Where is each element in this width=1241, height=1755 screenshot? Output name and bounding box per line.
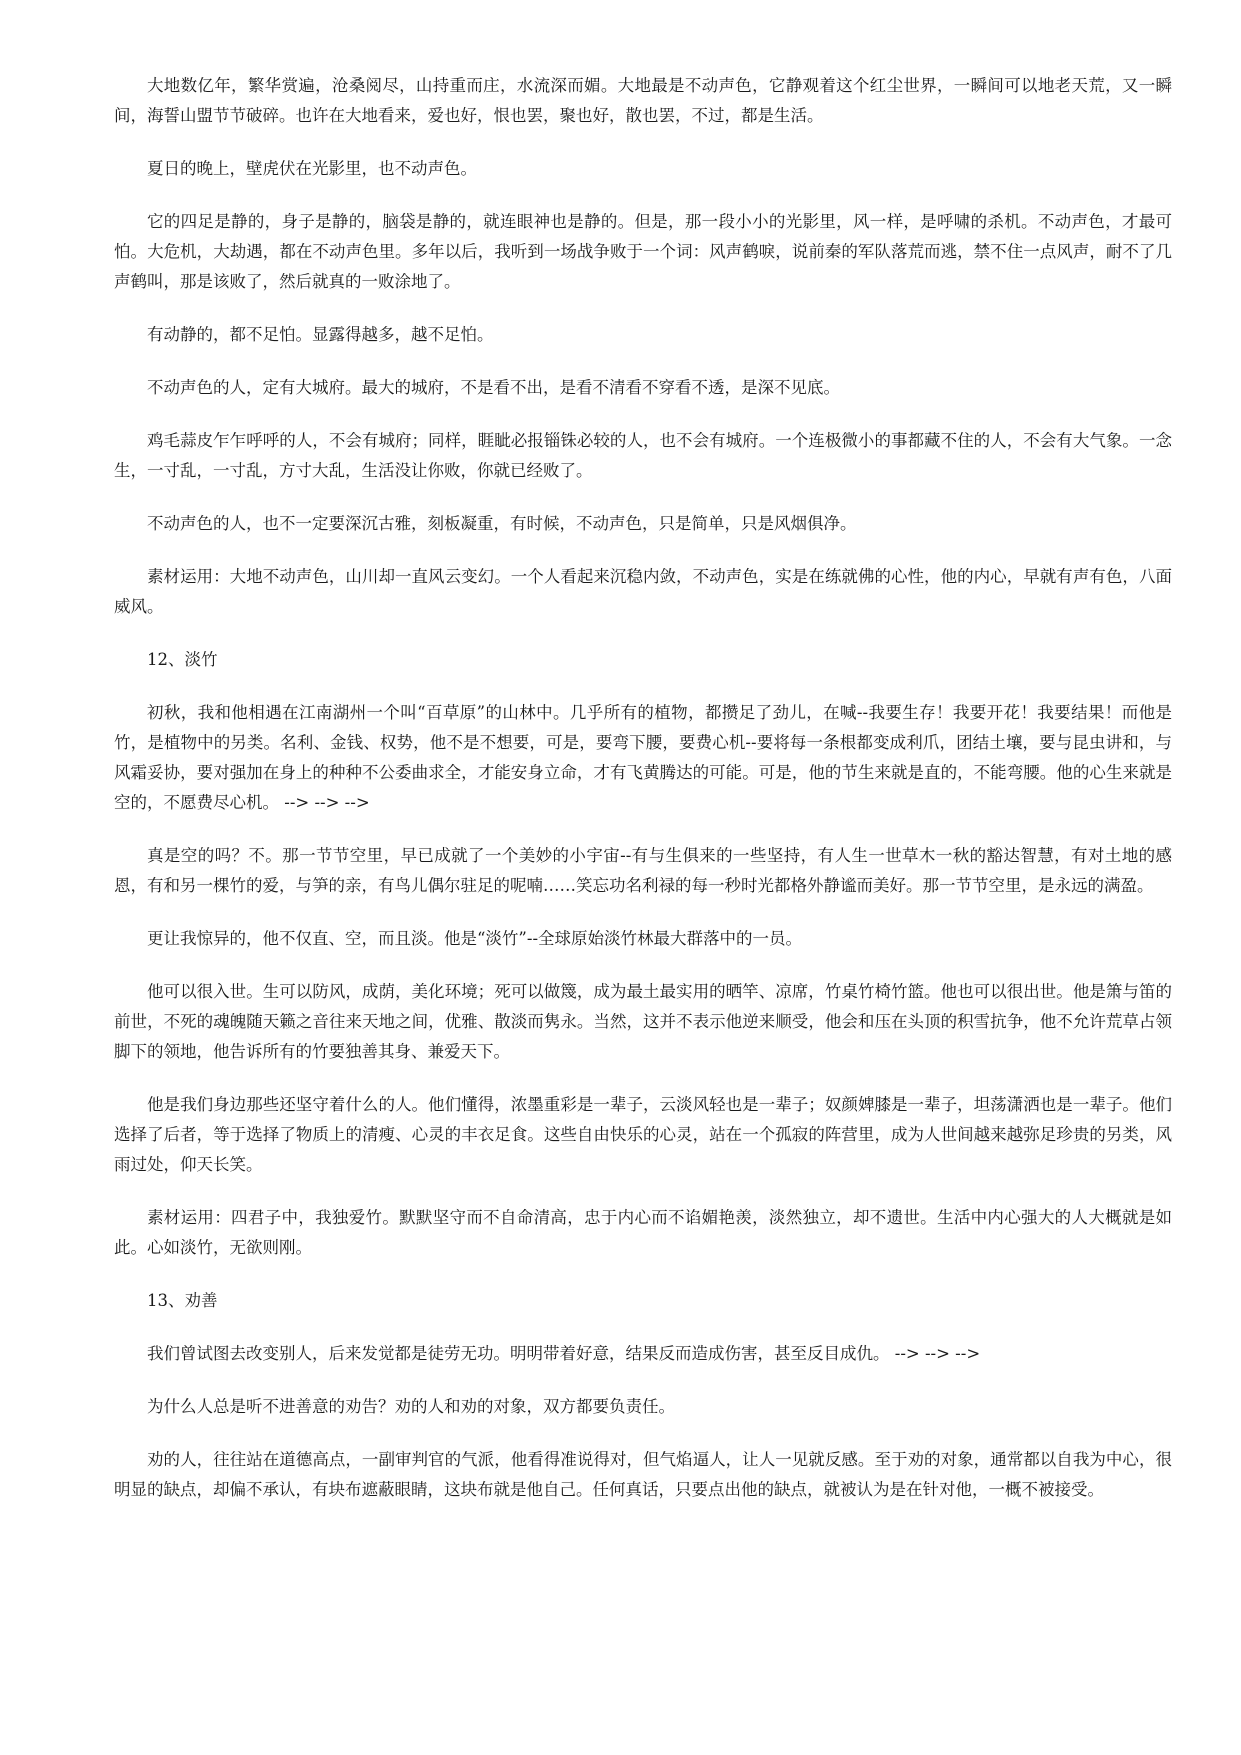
paragraph: 为什么人总是听不进善意的劝告？劝的人和劝的对象，双方都要负责任。 (147, 1397, 675, 1416)
material-usage-paragraph: 素材运用：四君子中，我独爱竹。默默坚守而不自命清高，忠于内心而不谄媚艳羡，淡然独立，却不遗世。生活中内心强大的人大概就是如此。心如淡竹，无欲则刚。 (114, 1208, 1172, 1257)
section-heading: 12、淡竹 (147, 650, 218, 669)
paragraph: 初秋，我和他相遇在江南湖州一个叫“百草原”的山林中。几乎所有的植物，都攒足了劲儿，在喊--我要生存！我要开花！我要结果！而他是竹，是植物中的另类。名利、金钱、权势，他不是不想要，可是，要弯下腰，要费心机--要将每一条根都变成利爪，团结土壤，要与昆虫讲和，与风霜妥协，要对强加在身上的种种不公委曲求全，才能安身立命，才有飞黄腾达的可能。可是，他的节生来就是直的，不能弯腰。他的心生来就是空的，不愿费尽心机。 --> --> --> (114, 703, 1172, 812)
paragraph: 更让我惊异的，他不仅直、空，而且淡。他是“淡竹”--全球原始淡竹林最大群落中的一员。 (147, 929, 803, 948)
paragraph: 他是我们身边那些还坚守着什么的人。他们懂得，浓墨重彩是一辈子，云淡风轻也是一辈子；奴颜婢膝是一辈子，坦荡潇洒也是一辈子。他们选择了后者，等于选择了物质上的清瘦、心灵的丰衣足食。这些自由快乐的心灵，站在一个孤寂的阵营里，成为人世间越来越弥足珍贵的另类，风雨过处，仰天长笑。 (114, 1095, 1172, 1174)
paragraph: 我们曾试图去改变别人，后来发觉都是徒劳无功。明明带着好意，结果反而造成伤害，甚至反目成仇。 --> --> --> (147, 1344, 981, 1363)
paragraph: 它的四足是静的，身子是静的，脑袋是静的，就连眼神也是静的。但是，那一段小小的光影里，风一样，是呼啸的杀机。不动声色，才最可怕。大危机，大劫遇，都在不动声色里。多年以后，我听到一场战争败于一个词：风声鹤唳，说前秦的军队落荒而逃，禁不住一点风声，耐不了几声鹤叫，那是该败了，然后就真的一败涂地了。 (114, 212, 1172, 291)
paragraph: 夏日的晚上，壁虎伏在光影里，也不动声色。 (147, 159, 477, 178)
paragraph: 不动声色的人，也不一定要深沉古雅，刻板凝重，有时候，不动声色，只是简单，只是风烟俱净。 (147, 514, 857, 533)
paragraph: 鸡毛蒜皮乍乍呼呼的人，不会有城府；同样，睚眦必报锱铢必较的人，也不会有城府。一个连极微小的事都藏不住的人，不会有大气象。一念生，一寸乱，一寸乱，方寸大乱，生活没让你败，你就已经败了。 (114, 431, 1172, 480)
paragraph: 有动静的，都不足怕。显露得越多，越不足怕。 (147, 325, 494, 344)
paragraph: 真是空的吗？不。那一节节空里，早已成就了一个美妙的小宇宙--有与生俱来的一些坚持，有人生一世草木一秋的豁达智慧，有对土地的感恩，有和另一棵竹的爱，与笋的亲，有鸟儿偶尔驻足的呢喃……笑忘功名利禄的每一秒时光都格外静谧而美好。那一节节空里，是永远的满盈。 (114, 846, 1172, 895)
section-heading: 13、劝善 (147, 1291, 218, 1310)
article-body (114, 71, 1172, 1528)
paragraph: 大地数亿年，繁华赏遍，沧桑阅尽，山持重而庄，水流深而媚。大地最是不动声色，它静观着这个红尘世界，一瞬间可以地老天荒，又一瞬间，海誓山盟节节破碎。也许在大地看来，爱也好，恨也罢，聚也好，散也罢，不过，都是生活。 (114, 76, 1172, 125)
paragraph: 他可以很入世。生可以防风，成荫，美化环境；死可以做篾，成为最土最实用的晒竿、凉席，竹桌竹椅竹篮。他也可以很出世。他是箫与笛的前世，不死的魂魄随天籁之音往来天地之间，优雅、散淡而隽永。当然，这并不表示他逆来顺受，他会和压在头顶的积雪抗争，他不允许荒草占领脚下的领地，他告诉所有的竹要独善其身、兼爱天下。 (114, 982, 1172, 1061)
material-usage-paragraph: 素材运用：大地不动声色，山川却一直风云变幻。一个人看起来沉稳内敛，不动声色，实是在练就佛的心性，他的内心，早就有声有色，八面威风。 (114, 567, 1172, 616)
paragraph: 劝的人，往往站在道德高点，一副审判官的气派，他看得准说得对，但气焰逼人，让人一见就反感。至于劝的对象，通常都以自我为中心，很明显的缺点，却偏不承认，有块布遮蔽眼睛，这块布就是他自己。任何真话，只要点出他的缺点，就被认为是在针对他，一概不被接受。 (114, 1450, 1172, 1499)
paragraph: 不动声色的人，定有大城府。最大的城府，不是看不出，是看不清看不穿看不透，是深不见底。 (147, 378, 840, 397)
